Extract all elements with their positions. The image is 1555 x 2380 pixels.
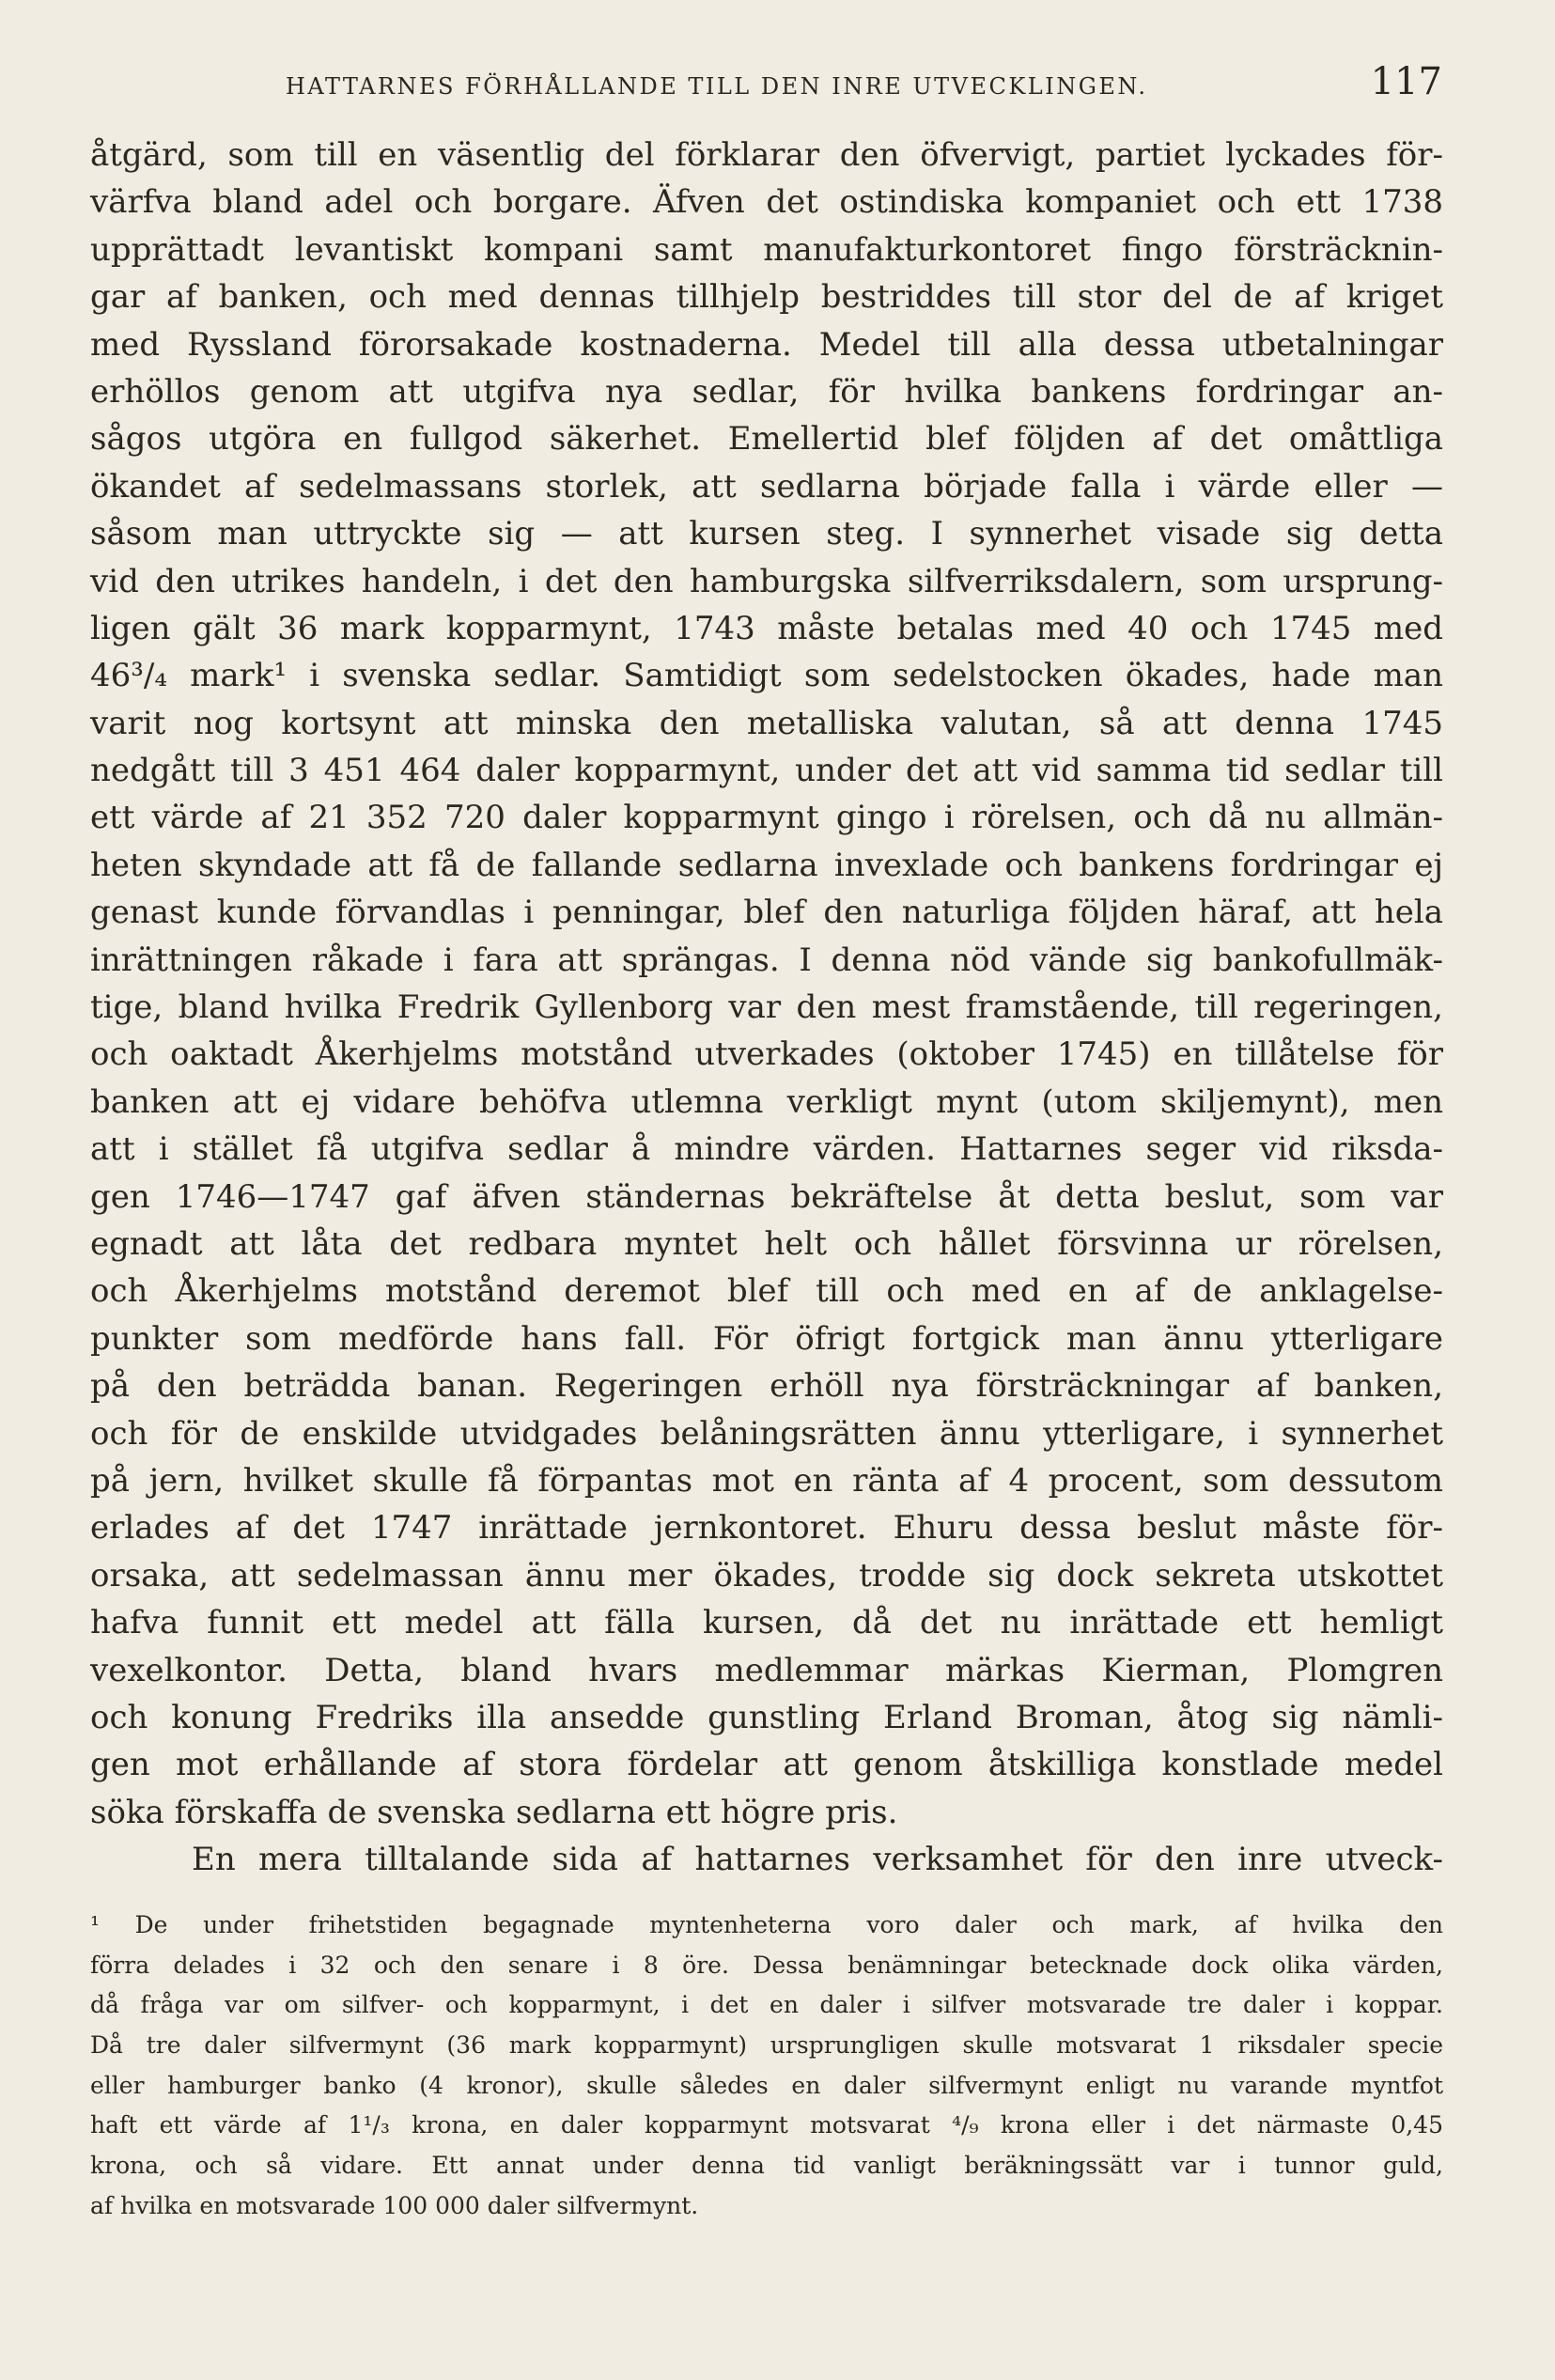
footnotes [90,1906,1443,2227]
footnote-line: krona, och så vidare. Ett annat under denna tid vanligt beräkningssätt var i tunnor guld, [90,2152,1443,2180]
footnote-line: haft ett värde af 1¹/₃ krona, en daler kopparmynt motsvarat ⁴/₉ krona eller i det närmaste 0,45 [90,2111,1443,2139]
footnote-line: ¹ De under frihetstiden begagnade myntenheterna voro daler och mark, af hvilka den [90,1911,1443,1938]
paragraph-end-line: söka förskaffa de svenska sedlarna ett högre pris. [90,1793,898,1831]
text-line: ligen gält 36 mark kopparmynt, 1743 måste betalas med 40 och 1745 med [90,609,1443,647]
text-line: med Ryssland förorsakade kostnaderna. Medel till alla dessa utbetalningar [90,325,1443,364]
page-number: 117 [1370,60,1442,103]
footnote-line: eller hamburger banko (4 kronor), skulle således en daler silfvermynt enligt nu varande myntfot [90,2071,1443,2099]
text-line: vexelkontor. Detta, bland hvars medlemmar märkas Kierman, Plomgren [90,1651,1443,1689]
text-line: nedgått till 3 451 464 daler kopparmynt, under det att vid samma tid sedlar till [90,752,1443,790]
footnote-line: förra delades i 32 och den senare i 8 öre. Dessa benämningar betecknade dock olika värden, [90,1951,1443,1979]
running-title: HATTARNES FÖRHÅLLANDE TILL DEN INRE UTVECKLINGEN. [286,73,1148,100]
text-line: hafva funnit ett medel att fälla kursen, då det nu inrättade ett hemligt [90,1604,1443,1642]
text-line: och konung Fredriks illa ansedde gunstling Erland Broman, åtog sig nämli- [90,1698,1443,1736]
text-line: på den beträdda banan. Regeringen erhöll nya försträckningar af banken, [90,1367,1443,1406]
text-line: gen 1746—1747 gaf äfven ständernas bekräftelse åt detta beslut, som var [90,1177,1443,1216]
text-line: gar af banken, och med dennas tillhjelp bestriddes till stor del de af kriget [90,278,1443,317]
text-line: att i stället få utgifva sedlar å mindre värden. Hattarnes seger vid riksda- [90,1130,1443,1169]
text-line: på jern, hvilket skulle få förpantas mot en ränta af 4 procent, som dessutom [90,1461,1443,1500]
text-line: upprättadt levantiskt kompani samt manufakturkontoret fingo försträcknin- [90,230,1443,269]
paragraph-start-line: En mera tilltalande sida af hattarnes verksamhet för den inre utveck- [192,1841,1443,1879]
text-line: egnadt att låta det redbara myntet helt och hållet försvinna ur rörelsen, [90,1224,1443,1263]
text-line: inrättningen råkade i fara att sprängas. I denna nöd vände sig bankofullmäk- [90,941,1443,979]
text-line: genast kunde förvandlas i penningar, blef den naturliga följden häraf, att hela [90,894,1443,932]
text-line: varit nog kortsynt att minska den metalliska valutan, så att denna 1745 [90,704,1443,742]
text-line: 46³/₄ mark¹ i svenska sedlar. Samtidigt som sedelstocken ökades, hade man [90,657,1443,695]
body-text [90,132,1443,1883]
footnote-line: Då tre daler silfvermynt (36 mark kopparmynt) ursprungligen skulle motsvarat 1 riksdaler specie [90,2031,1443,2060]
running-head [90,60,1442,107]
text-line: såsom man uttryckte sig — att kursen steg. I synnerhet visade sig detta [90,515,1443,553]
text-line: punkter som medförde hans fall. För öfrigt fortgick man ännu ytterligare [90,1319,1443,1358]
text-line: banken att ej vidare behöfva utlemna verkligt mynt (utom skiljemynt), men [90,1082,1443,1121]
text-line: värfva bland adel och borgare. Äfven det ostindiska kompaniet och ett 1738 [90,183,1443,222]
text-line: sågos utgöra en fullgod säkerhet. Emellertid blef följden af det omåttliga [90,420,1443,459]
text-line: ett värde af 21 352 720 daler kopparmynt gingo i rörelsen, och då nu allmän- [90,799,1443,837]
text-line: tige, bland hvilka Fredrik Gyllenborg var den mest framstående, till regeringen, [90,988,1443,1027]
text-line: gen mot erhållande af stora fördelar att genom åtskilliga konstlade medel [90,1746,1443,1784]
text-line: och för de enskilde utvidgades belåningsrätten ännu ytterligare, i synnerhet [90,1414,1443,1453]
text-line: heten skyndade att få de fallande sedlarna invexlade och bankens fordringar ej [90,846,1443,884]
text-line: åtgärd, som till en väsentlig del förklarar den öfvervigt, partiet lyckades för- [90,136,1443,174]
text-line: och Åkerhjelms motstånd deremot blef till och med en af de anklagelse- [90,1272,1443,1311]
text-line: erhöllos genom att utgifva nya sedlar, för hvilka bankens fordringar an- [90,372,1443,411]
text-line: ökandet af sedelmassans storlek, att sedlarna började falla i värde eller — [90,467,1443,506]
text-line: erlades af det 1747 inrättade jernkontoret. Ehuru dessa beslut måste för- [90,1509,1443,1548]
footnote-line: då fråga var om silfver- och kopparmynt, i det en daler i silfver motsvarade tre daler i koppar. [90,1991,1443,2019]
text-line: och oaktadt Åkerhjelms motstånd utverkades (oktober 1745) en tillåtelse för [90,1035,1443,1074]
text-line: orsaka, att sedelmassan ännu mer ökades, trodde sig dock sekreta utskottet [90,1556,1443,1594]
footnote-line: af hvilka en motsvarade 100 000 daler silfvermynt. [90,2191,699,2219]
text-line: vid den utrikes handeln, i det den hamburgska silfverriksdalern, som ursprung- [90,562,1443,600]
